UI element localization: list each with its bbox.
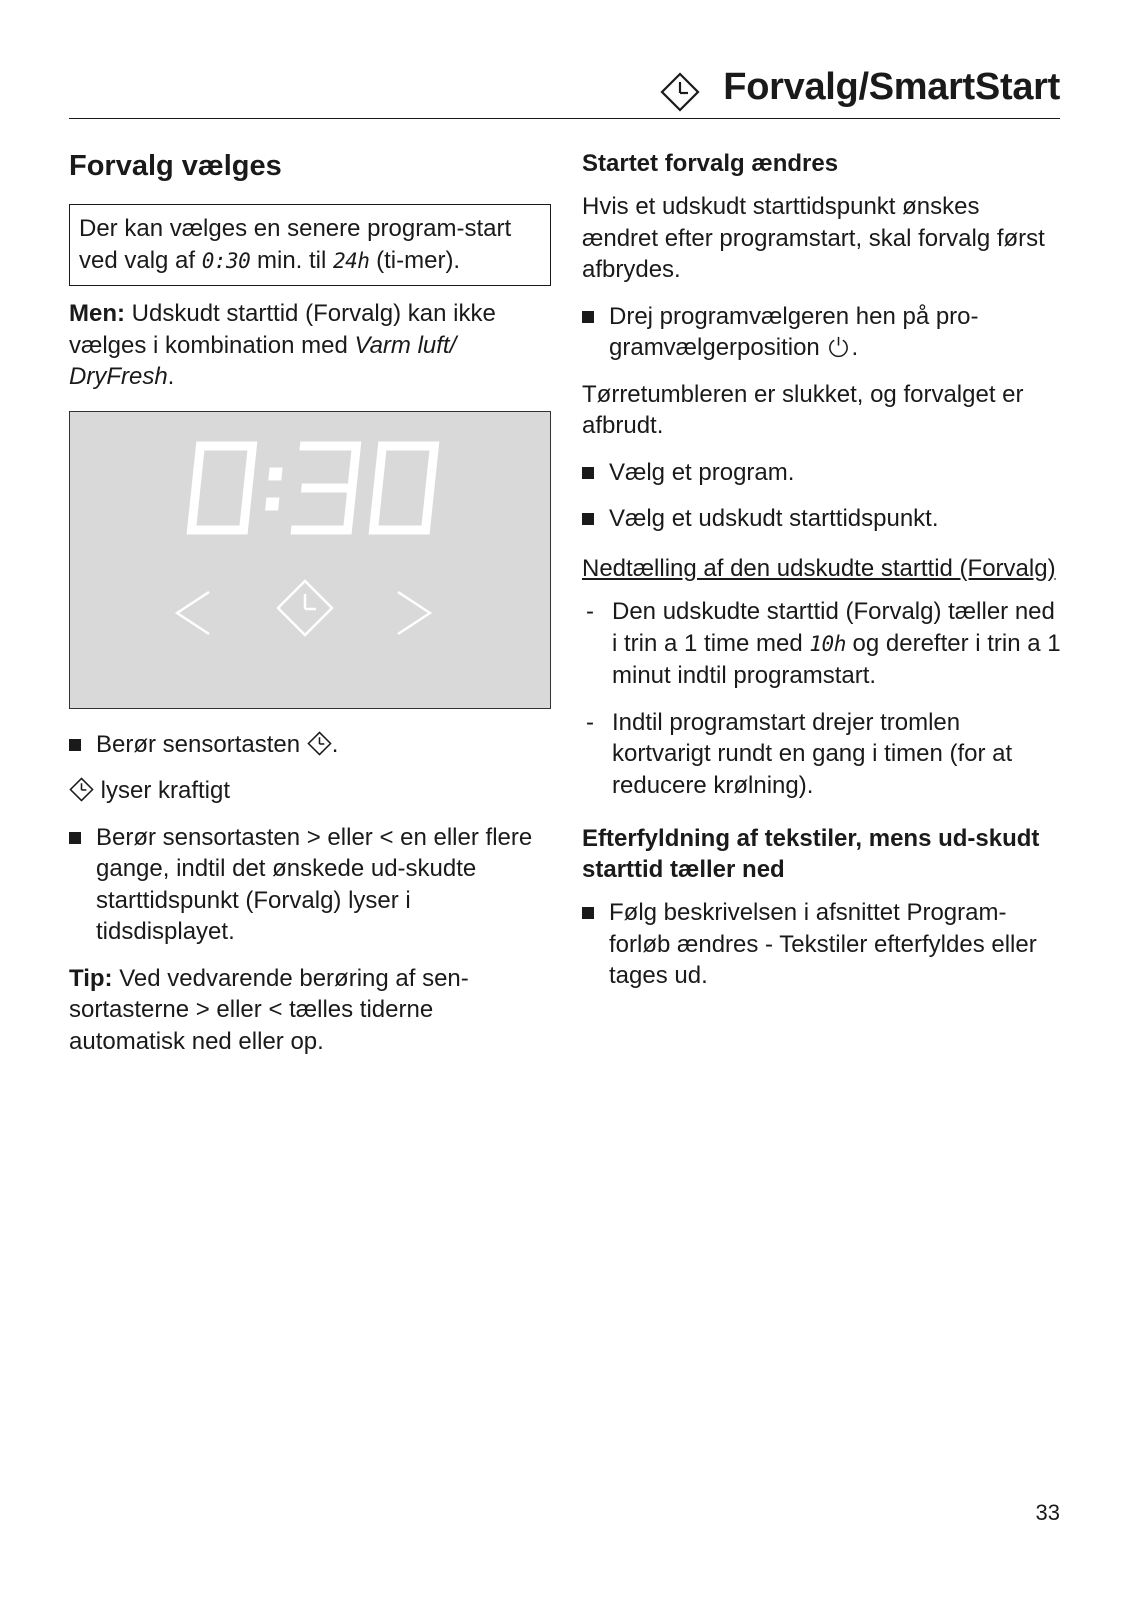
men-label: Men: <box>69 300 125 327</box>
section-title: Forvalg vælges <box>69 150 282 182</box>
delay-start-clock-icon[interactable] <box>275 578 335 638</box>
step-select-program: Vælg et program. <box>582 457 1062 489</box>
countdown-item-1 <box>582 596 1062 692</box>
info-text-2: min. til <box>250 246 334 274</box>
page-number: 33 <box>1035 1500 1060 1525</box>
men-end: . <box>167 363 175 390</box>
tip-note <box>69 963 551 1058</box>
sensor-lights-note <box>69 775 551 807</box>
time-display <box>183 440 443 536</box>
restriction-note <box>69 298 551 393</box>
sensor-buttons-row <box>70 582 550 652</box>
note1-text: lyser kraftigt <box>94 777 231 804</box>
chevron-left-icon[interactable] <box>175 590 211 636</box>
step2-text-3: en eller flere gange, indtil det ønskede ud-skudte starttidspunkt (Forvalg) lyser i tidsdisplayet. <box>96 823 533 945</box>
power-off-icon <box>826 334 851 359</box>
dash1-text-1: Den udskudte starttid (Forvalg) tæller ned i trin a 1 time med <box>612 598 1055 657</box>
info-min-value: 0:30 <box>201 248 251 273</box>
right-column <box>582 140 1062 1007</box>
control-panel-illustration <box>69 411 551 709</box>
delay-start-clock-icon <box>660 72 700 112</box>
chevron-right-icon[interactable] <box>396 590 432 636</box>
tip-label: Tip: <box>69 964 113 992</box>
left-column <box>69 140 551 1072</box>
tip-text-3: tælles tiderne automatisk ned eller op. <box>69 996 434 1055</box>
delay-start-clock-icon <box>307 731 332 756</box>
page-title: Forvalg/SmartStart <box>723 66 1060 108</box>
step2-text-1: Berør sensortasten <box>96 823 307 851</box>
dash1-text-2: og derefter i trin a 1 minut indtil programstart. <box>612 629 1061 689</box>
men-program-name: Varm luft/ DryFresh <box>69 331 457 390</box>
step-select-time <box>69 822 551 948</box>
step-follow-description: Følg beskrivelsen i afsnittet Program-forløb ændres - Tekstiler efterfyldes eller tages ud. <box>582 897 1062 992</box>
step-touch-sensor <box>69 729 551 761</box>
greater-than-symbol: > <box>195 996 210 1023</box>
bullet1-text: Drej programvælgeren hen på pro-gramvælgerposition <box>609 302 979 361</box>
tip-text-1: Ved vedvarende berøring af sen-sortasterne <box>69 964 469 1023</box>
tip-text-2: eller <box>209 996 269 1023</box>
step2-text-2: eller <box>320 823 380 851</box>
greater-than-symbol: > <box>306 823 321 851</box>
heading-countdown: Nedtælling af den udskudte starttid (Forvalg) <box>582 554 1056 582</box>
dash1-value: 10h <box>809 631 846 656</box>
info-max-value: 24h <box>333 248 370 273</box>
para-dryer-off: Tørretumbleren er slukket, og forvalget er afbrudt. <box>582 380 1024 439</box>
info-text-3: (ti-mer). <box>369 246 461 274</box>
step-select-start-time: Vælg et udskudt starttidspunkt. <box>582 503 1062 535</box>
bullet1-end: . <box>851 334 859 361</box>
men-text: Udskudt starttid (Forvalg) kan ikke vælges i kombination med <box>69 300 496 359</box>
heading-change-delay: Startet forvalg ændres <box>582 150 839 177</box>
step1-text: Berør sensortasten <box>96 730 307 758</box>
step-turn-selector <box>582 301 1062 364</box>
less-than-symbol: < <box>379 823 394 851</box>
delay-start-clock-icon <box>69 777 94 802</box>
step1-end: . <box>331 730 339 758</box>
heading-add-laundry: Efterfyldning af tekstiler, mens ud-skudt starttid tæller ned <box>582 825 1040 883</box>
info-box <box>69 204 551 286</box>
countdown-item-2: - Indtil programstart drejer tromlen kortvarigt rundt en gang i timen (for at reducere krølning). <box>582 707 1062 802</box>
info-text-1: Der kan vælges en senere program-start ved valg af <box>79 215 512 274</box>
para-change-delay: Hvis et udskudt starttidspunkt ønskes ændret efter programstart, skal forvalg først afbrydes. <box>582 193 1045 283</box>
page-header <box>69 58 1060 119</box>
less-than-symbol: < <box>268 996 283 1023</box>
